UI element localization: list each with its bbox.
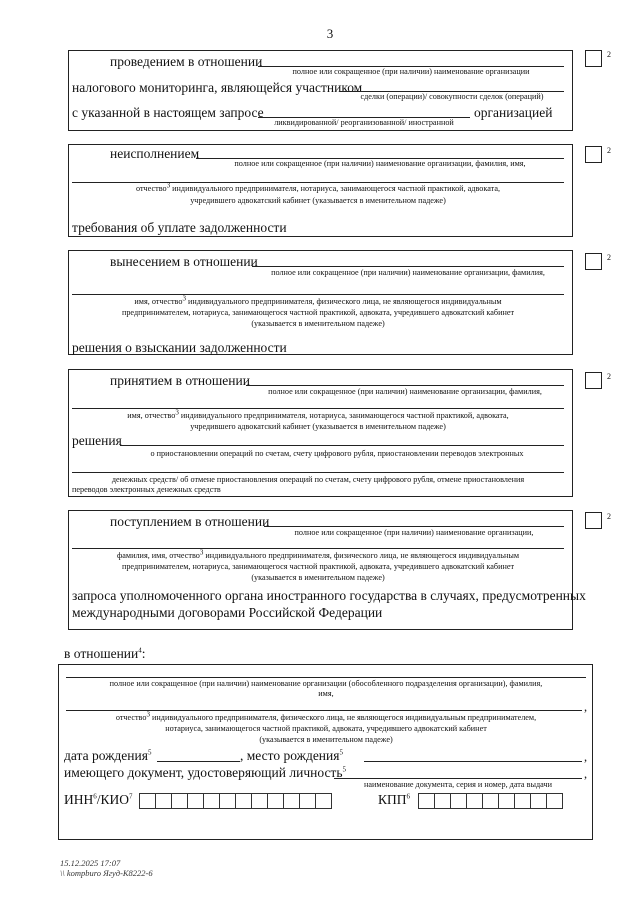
field-caption: денежных средств/ об отмене приостановления операций по счетам, счету цифрового рубля, отмене приостановления [111, 475, 525, 484]
section-text: организацией [474, 105, 553, 120]
birth-date-label: дата рождения$^5$ [64, 748, 152, 763]
footnote-mark: 2 [607, 146, 611, 155]
section-text: запроса уполномоченного органа иностранного государства в случаях, предусмотренных [72, 588, 586, 603]
field-caption: учредившего адвокатский кабинет (указывается в именительном падеже) [190, 196, 446, 205]
footnote-mark: 2 [607, 512, 611, 521]
field-caption: (указывается в именительном падеже) [259, 735, 393, 744]
decision-line-2[interactable] [72, 472, 564, 473]
checkbox-enforcement[interactable] [585, 253, 602, 270]
name-line-2[interactable] [72, 548, 564, 549]
field-caption: предпринимателем, нотариуса, занимающегося частной практикой, адвоката, учредившего адвокатский кабинет [121, 562, 515, 571]
field-caption: (указывается в именительном падеже) [251, 319, 385, 328]
comma: , [584, 700, 588, 714]
field-caption: отчество$^3$ индивидуального предпринимателя, физического лица, не являющегося индивидуальным предпринимателем, [115, 710, 537, 722]
page-number: 3 [326, 26, 334, 41]
birth-place-input[interactable] [364, 761, 582, 762]
name-line-2[interactable] [72, 408, 564, 409]
field-caption: переводов электронных денежных средств [72, 485, 221, 494]
kpp-cells[interactable] [418, 793, 562, 809]
regarding-name-line[interactable] [66, 677, 586, 678]
footer-timestamp: 15.12.2025 17:07 [60, 858, 121, 868]
section-text: международными договорами Российской Федерации [72, 605, 383, 620]
section-lead: принятием в отношении [110, 373, 250, 388]
field-caption: наименование документа, серия и номер, дата выдачи [364, 780, 552, 789]
decision-line[interactable] [120, 445, 564, 446]
inn-cells[interactable] [139, 793, 331, 809]
section-lead: проведением в отношении [110, 54, 263, 69]
checkbox-suspension[interactable] [585, 372, 602, 389]
field-caption: предпринимателем, нотариуса, занимающегося частной практикой, адвоката, учредившего адвокатский кабинет [121, 308, 515, 317]
checkbox-foreign-request[interactable] [585, 512, 602, 529]
name-line-2[interactable] [72, 294, 564, 295]
footnote-mark: 2 [607, 50, 611, 59]
comma: , [584, 750, 588, 764]
name-line[interactable] [264, 526, 564, 527]
inn-kio-label: ИНН$^6$/КИО$^7$ [64, 792, 133, 807]
section-lead: вынесением в отношении [110, 254, 258, 269]
name-line[interactable] [246, 385, 564, 386]
regarding-label: в отношении$^4$: [64, 646, 146, 661]
field-caption: полное или сокращенное (при наличии) наименование организации, фамилия, [271, 268, 545, 277]
checkbox-audit[interactable] [585, 50, 602, 67]
name-line-2[interactable] [72, 182, 564, 183]
field-caption: нотариуса, занимающегося частной практикой, адвоката, учредившего адвокатский кабинет [165, 724, 487, 733]
field-caption: полное или сокращенное (при наличии) наименование организации (обособленного подразделения организации), фамилия, [109, 679, 543, 688]
birth-place-label: , место рождения$^5$ [240, 748, 343, 763]
field-caption: имя, отчество$^3$ индивидуального предпринимателя, физического лица, не являющегося индивидуальным [134, 294, 502, 306]
id-document-label: имеющего документ, удостоверяющий личность$^5$ [64, 765, 346, 780]
field-caption: сделки (операции)/ совокупности сделок (операций) [360, 92, 544, 101]
id-document-input[interactable] [334, 778, 582, 779]
section-text: с указанной в настоящем запросе [72, 105, 264, 120]
birth-date-input[interactable] [157, 761, 240, 762]
field-caption: полное или сокращенное (при наличии) наименование организации, фамилия, имя, [234, 159, 526, 168]
field-caption: о приостановлении операций по счетам, счету цифрового рубля, приостановлении переводов электронных [150, 449, 524, 458]
section-text: налогового мониторинга, являющейся участником [72, 80, 363, 95]
regarding-name-line-2[interactable] [66, 710, 582, 711]
field-caption: полное или сокращенное (при наличии) наименование организации, [294, 528, 534, 537]
kpp-label: КПП$^6$ [378, 792, 411, 807]
field-caption: учредившего адвокатский кабинет (указывается в именительном падеже) [190, 422, 446, 431]
comma: , [584, 767, 588, 781]
checkbox-nonfulfillment[interactable] [585, 146, 602, 163]
field-caption: отчество$^3$ индивидуального предпринимателя, нотариуса, занимающегося частной практикой, адвоката, [135, 181, 500, 193]
section-text: решения о взыскании задолженности [72, 340, 287, 355]
footer-file-path: \\ kompburo Ягуд-К8222-6 [60, 868, 153, 878]
footnote-mark: 2 [607, 372, 611, 381]
footnote-mark: 2 [607, 253, 611, 262]
field-caption: имя, [318, 689, 334, 698]
field-caption: имя, отчество$^3$ индивидуального предпринимателя, нотариуса, занимающегося частной практикой, адвоката, [127, 408, 509, 420]
field-caption: полное или сокращенное (при наличии) наименование организации [292, 67, 530, 76]
section-lead: поступлением в отношении [110, 514, 270, 529]
section-text: требования об уплате задолженности [72, 220, 287, 235]
field-caption: ликвидированной/ реорганизованной/ иностранной [274, 118, 454, 127]
field-caption: полное или сокращенное (при наличии) наименование организации, фамилия, [268, 387, 542, 396]
section-text: решения [72, 433, 122, 448]
section-lead: неисполнением [110, 146, 200, 161]
field-caption: фамилия, имя, отчество$^3$ индивидуального предпринимателя, физического лица, не являющегося индивидуальным [116, 548, 520, 560]
name-line[interactable] [252, 266, 564, 267]
field-caption: (указывается в именительном падеже) [251, 573, 385, 582]
